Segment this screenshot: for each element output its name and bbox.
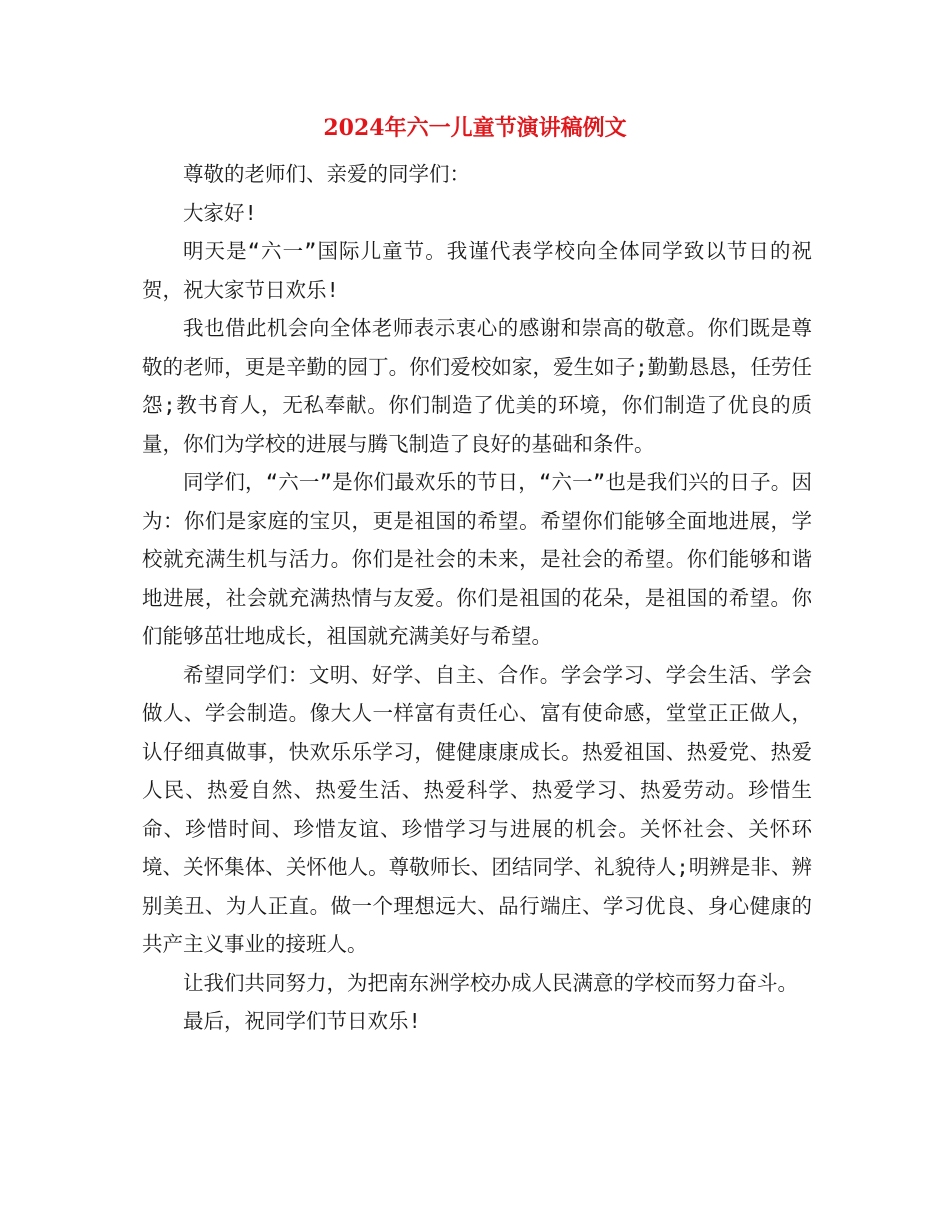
paragraph-expectations: 希望同学们：文明、好学、自主、合作。学会学习、学会生活、学会做人、学会制造。像大人一样富有责任心、富有使命感，堂堂正正做人，认仔细真做事，快欢乐乐学习，健健康康成长。热爱祖国、热爱党、热爱人民、热爱自然、热爱生活、热爱科学、热爱学习、热爱劳动。珍惜生命、珍惜时间、珍惜友谊、珍惜学习与进展的机会。关怀社会、关怀环境、关怀集体、关怀他人。尊敬师长、团结同学、礼貌待人;明辨是非、辨别美丑、为人正直。做一个理想远大、品行端庄、学习优良、身心健康的共产主义事业的接班人。 (142, 662, 812, 956)
document-body (142, 155, 812, 1041)
paragraph-students-hope: 同学们，“六一”是你们最欢乐的节日，“六一”也是我们兴的日子。因为：你们是家庭的宝贝，更是祖国的希望。希望你们能够全面地进展，学校就充满生机与活力。你们是社会的未来，是社会的希望。你们能够和谐地进展，社会就充满热情与友爱。你们是祖国的花朵，是祖国的希望。你们能够茁壮地成长，祖国就充满美好与希望。 (142, 470, 812, 648)
salutation: 尊敬的老师们、亲爱的同学们： (183, 162, 470, 186)
paragraph-call-to-action: 让我们共同努力，为把南东洲学校办成人民满意的学校而努力奋斗。 (183, 970, 798, 995)
paragraph-festival-wishes: 明天是“六一”国际儿童节。我谨代表学校向全体同学致以节日的祝贺，祝大家节日欢乐! (142, 239, 812, 302)
closing-wish: 最后，祝同学们节日欢乐! (183, 1009, 421, 1033)
greeting: 大家好! (183, 200, 257, 225)
document-title: 2024年六一儿童节演讲稿例文 (323, 115, 627, 141)
paragraph-thanks-teachers: 我也借此机会向全体老师表示衷心的感谢和崇高的敬意。你们既是尊敬的老师，更是辛勤的园丁。你们爱校如家，爱生如子;勤勤恳恳，任劳任怨;教书育人，无私奉献。你们制造了优美的环境，你们制造了优良的质量，你们为学校的进展与腾飞制造了良好的基础和条件。 (142, 316, 812, 456)
